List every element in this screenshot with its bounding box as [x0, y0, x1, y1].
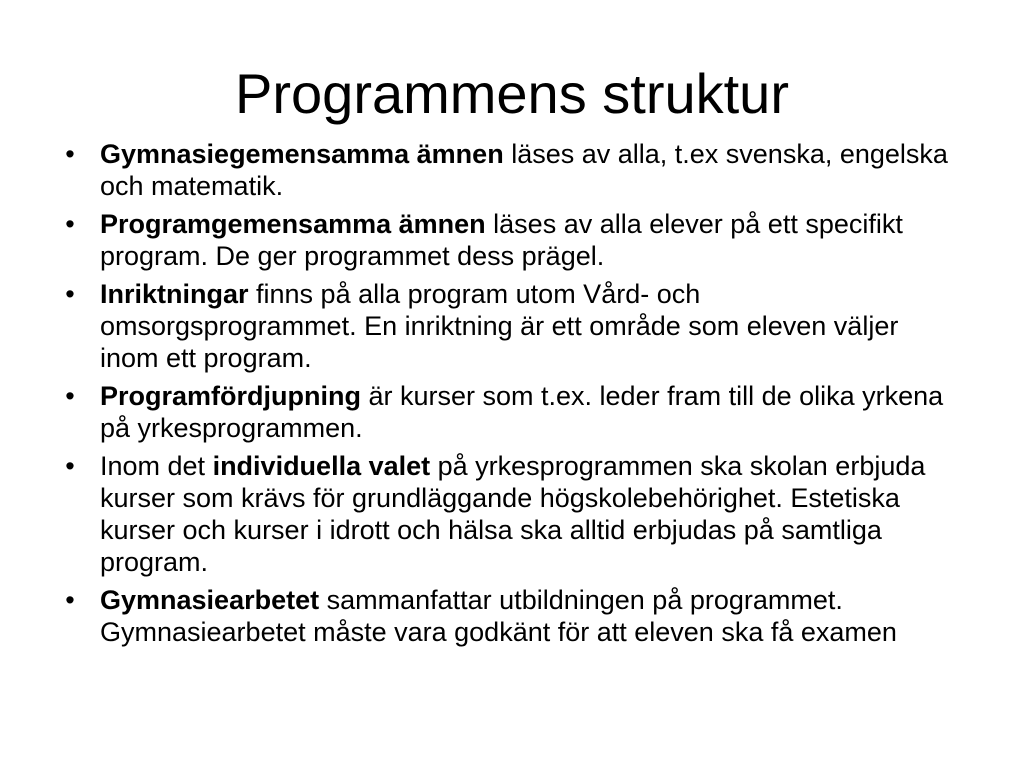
bullet-dot-icon: •	[65, 451, 75, 481]
bullet-item-gymnasiearbetet	[60, 584, 960, 648]
bullet-text-after: läses av alla elever på ett specifikt program. De ger programmet dess prägel.	[100, 209, 903, 271]
bullet-item-programgemensamma	[60, 208, 960, 272]
bullet-bold-term: Gymnasiegemensamma ämnen	[100, 139, 504, 169]
bullet-bold-term: Inriktningar	[100, 279, 249, 309]
bullet-bold-term: Gymnasiearbetet	[100, 585, 320, 615]
bullet-bold-term: Programfördjupning	[100, 381, 361, 411]
bullet-list	[60, 138, 960, 654]
bullet-item-gymnasiegemensamma	[60, 138, 960, 202]
bullet-text-after: läses av alla, t.ex svenska, engelska och matematik.	[100, 139, 948, 201]
bullet-text-after: är kurser som t.ex. leder fram till de olika yrkena på yrkesprogrammen.	[100, 381, 944, 443]
bullet-text-after: finns på alla program utom Vård- och omsorgsprogrammet. En inriktning är ett område som eleven väljer inom ett program.	[100, 279, 899, 373]
bullet-text-before: Inom det	[100, 451, 213, 481]
slide-title: Programmens struktur	[235, 62, 789, 125]
bullet-text-after: på yrkesprogrammen ska skolan erbjuda kurser som krävs för grundläggande högskolebehörighet. Estetiska kurser och kurser i idrott och hälsa ska alltid erbjudas på samtliga program.	[100, 451, 926, 577]
bullet-text-after: sammanfattar utbildningen på programmet. Gymnasiearbetet måste vara godkänt för att eleven ska få examen	[100, 585, 897, 647]
bullet-item-programfordjupning	[60, 380, 960, 444]
bullet-item-inriktningar	[60, 278, 960, 374]
bullet-dot-icon: •	[65, 209, 75, 239]
bullet-bold-term: Programgemensamma ämnen	[100, 209, 486, 239]
bullet-dot-icon: •	[65, 585, 75, 615]
bullet-item-individuella-valet	[60, 450, 960, 578]
bullet-dot-icon: •	[65, 279, 75, 309]
bullet-dot-icon: •	[65, 381, 75, 411]
bullet-dot-icon: •	[65, 139, 75, 169]
bullet-bold-term: individuella valet	[212, 451, 431, 481]
